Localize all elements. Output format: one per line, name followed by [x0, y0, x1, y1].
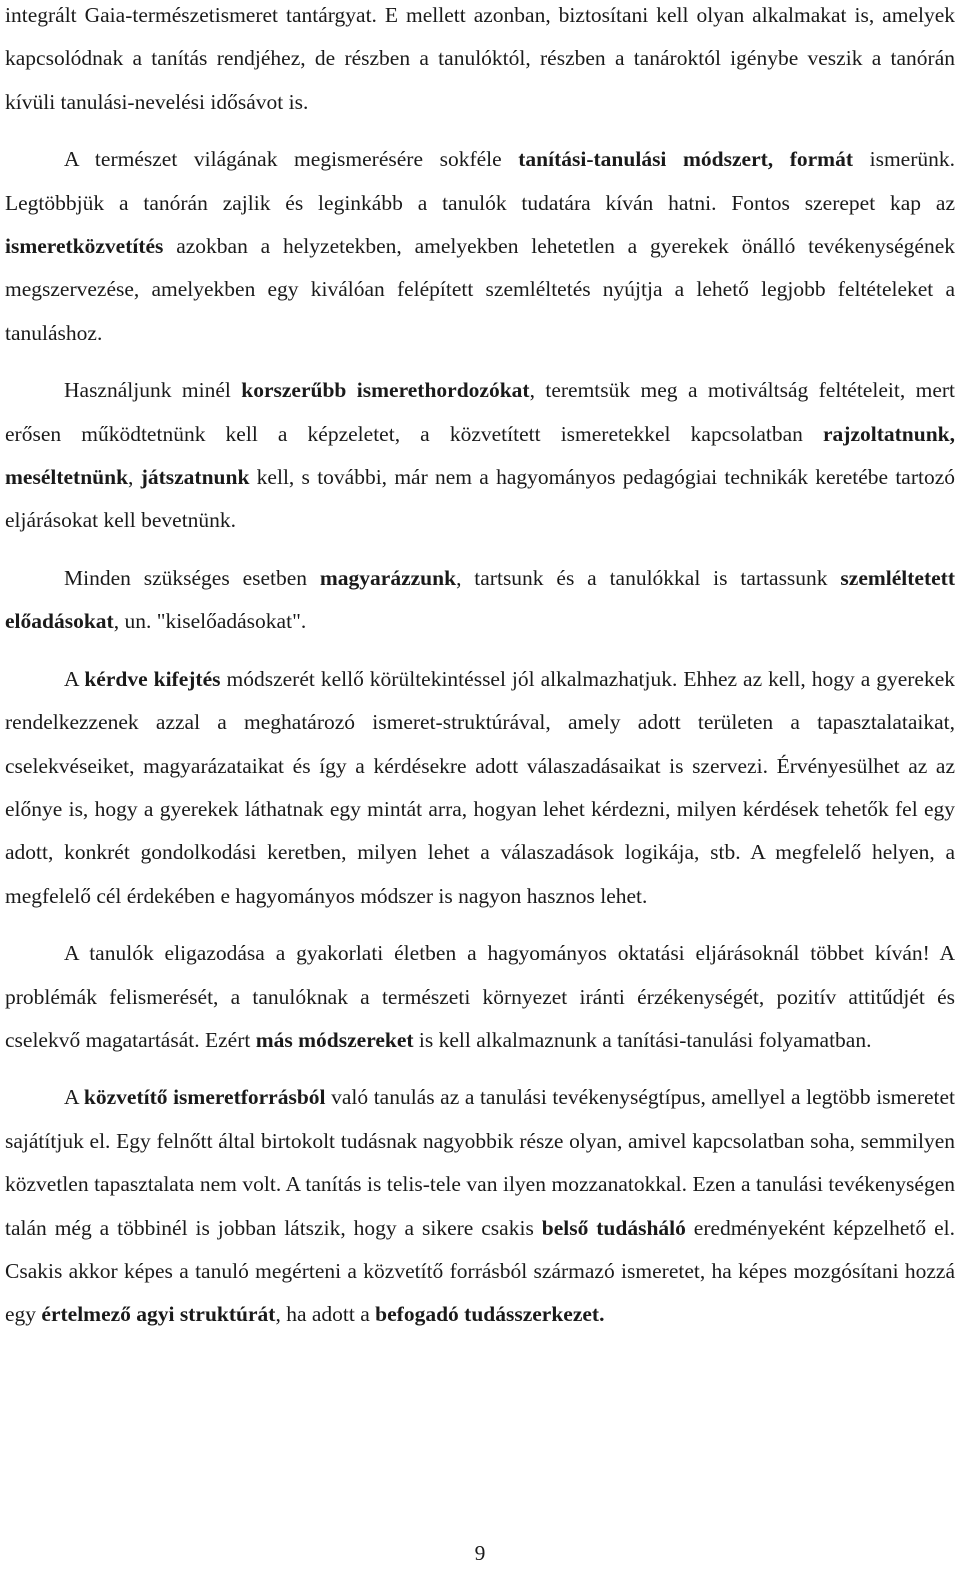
- text-run: is kell alkalmaznunk a tanítási-tanulási folyamatban.: [413, 1027, 872, 1052]
- text-run: Minden szükséges esetben: [64, 565, 320, 590]
- text-run: ismerünk. Legtöbbjük a tanórán zajlik és leginkább a tanulók tudatára kíván hatni. Fontos szerepet kap az: [5, 147, 955, 215]
- bold-term: belső tudásháló: [541, 1215, 686, 1240]
- bold-term: játszatnunk: [140, 465, 250, 490]
- text-run: A: [64, 666, 85, 691]
- text-run: integrált Gaia-természetismeret tantárgyat. E mellett azonban, biztosítani kell olyan alkalmakat is, amelyek kapcsolódnak a tanítás rendjéhez, de részben a tanulóktól, részben a tanároktól igénybe veszik a tanórán kívüli tanulási-nevelési idősávot is.: [5, 3, 955, 114]
- text-run: való tanulás az a tanulási tevékenységtípus, amellyel a legtöbb ismeretet sajátítjuk el. Egy felnőtt által birtokolt tudásnak nagyobbik része olyan, amivel kapcsolatban soha, semmilyen közvetlen tapasztalata nem volt. A tanítás is telis-tele van ilyen mozzanatokkal. Ezen a tanulási tevékenységen talán még a többinél is jobban látszik, hogy a sikere csakis: [5, 1085, 956, 1240]
- paragraph-4: [5, 557, 955, 644]
- text-run: Használjunk minél: [64, 378, 242, 403]
- bold-term: más módszereket: [255, 1027, 414, 1052]
- bold-term: tanítási-tanulási módszert, formát: [518, 147, 854, 172]
- bold-term: magyarázzunk: [319, 565, 457, 590]
- paragraph-7: [5, 1076, 955, 1336]
- paragraph-3: [5, 369, 955, 543]
- text-run: , tartsunk és a tanulókkal is tartassunk: [456, 565, 841, 590]
- bold-term: szemléltetett előadásokat: [5, 565, 955, 634]
- bold-term: kérdve kifejtés: [84, 666, 221, 691]
- bold-term: értelmező agyi struktúrát: [41, 1302, 276, 1327]
- text-run: kell, s további, már nem a hagyományos pedagógiai technikák keretébe tartozó eljárásokat kell bevetnünk.: [5, 465, 956, 533]
- text-run: eredményeként képzelhető el. Csakis akkor képes a tanuló megérteni a közvetítő forrásból származó ismeretet, ha képes mozgósítani hozzá egy: [5, 1215, 955, 1327]
- text-run: , ha adott a: [275, 1302, 376, 1327]
- bold-term: befogadó tudásszerkezet.: [375, 1302, 605, 1327]
- paragraph-6: [5, 932, 955, 1062]
- text-run: A: [64, 1085, 84, 1110]
- bold-term: ismeretközvetítés: [5, 234, 164, 259]
- text-run: , teremtsük meg a motiváltság feltételeit, mert erősen működtetnünk kell a képzeletet, a közvetített ismeretekkel kapcsolatban: [5, 378, 956, 446]
- paragraph-5: [5, 658, 955, 918]
- text-run: A tanulók eligazodása a gyakorlati életben a hagyományos oktatási eljárásoknál többet kíván! A problémák felismerését, a tanulóknak a természeti környezet iránti érzékenységét, pozitív attitűdjét és cselekvő magatartását. Ezért: [5, 941, 955, 1052]
- body-text: [5, 0, 955, 1351]
- bold-term: rajzoltatnunk, meséltetnünk: [5, 421, 955, 490]
- text-run: módszerét kellő körültekintéssel jól alkalmazhatjuk. Ehhez az kell, hogy a gyerekek rendelkezzenek azzal a meghatározó ismeret-struktúrával, amely adott területen a tapasztalataikat, cselekvéseiket, magyarázataikat és így a kérdésekre adott válaszadásaikat is szervezi. Érvényesülhet az az előnye is, hogy a gyerekek láthatnak egy mintát arra, hogyan lehet kérdezni, milyen kérdések tehetők fel egy adott, konkrét gondolkodási keretben, milyen lehet a válaszadások logikája, stb. A megfelelő helyen, a megfelelő cél érdekében e hagyományos módszer is nagyon hasznos lehet.: [5, 666, 956, 908]
- text-run: azokban a helyzetekben, amelyekben lehetetlen a gyerekek önálló tevékenységének megszervezése, amelyekben egy kiválóan felépített szemléltetés nyújtja a lehető legjobb feltételeket a tanuláshoz.: [5, 234, 955, 345]
- bold-term: korszerűbb ismerethordozókat: [241, 378, 530, 403]
- text-run: , un. "kiselőadásokat".: [113, 609, 307, 634]
- page-number: 9: [474, 1541, 486, 1565]
- text-run: A természet világának megismerésére sokféle: [64, 147, 519, 172]
- paragraph-1: [5, 0, 955, 124]
- paragraph-2: [5, 138, 955, 355]
- bold-term: közvetítő ismeretforrásból: [83, 1085, 326, 1110]
- text-run: ,: [128, 465, 141, 490]
